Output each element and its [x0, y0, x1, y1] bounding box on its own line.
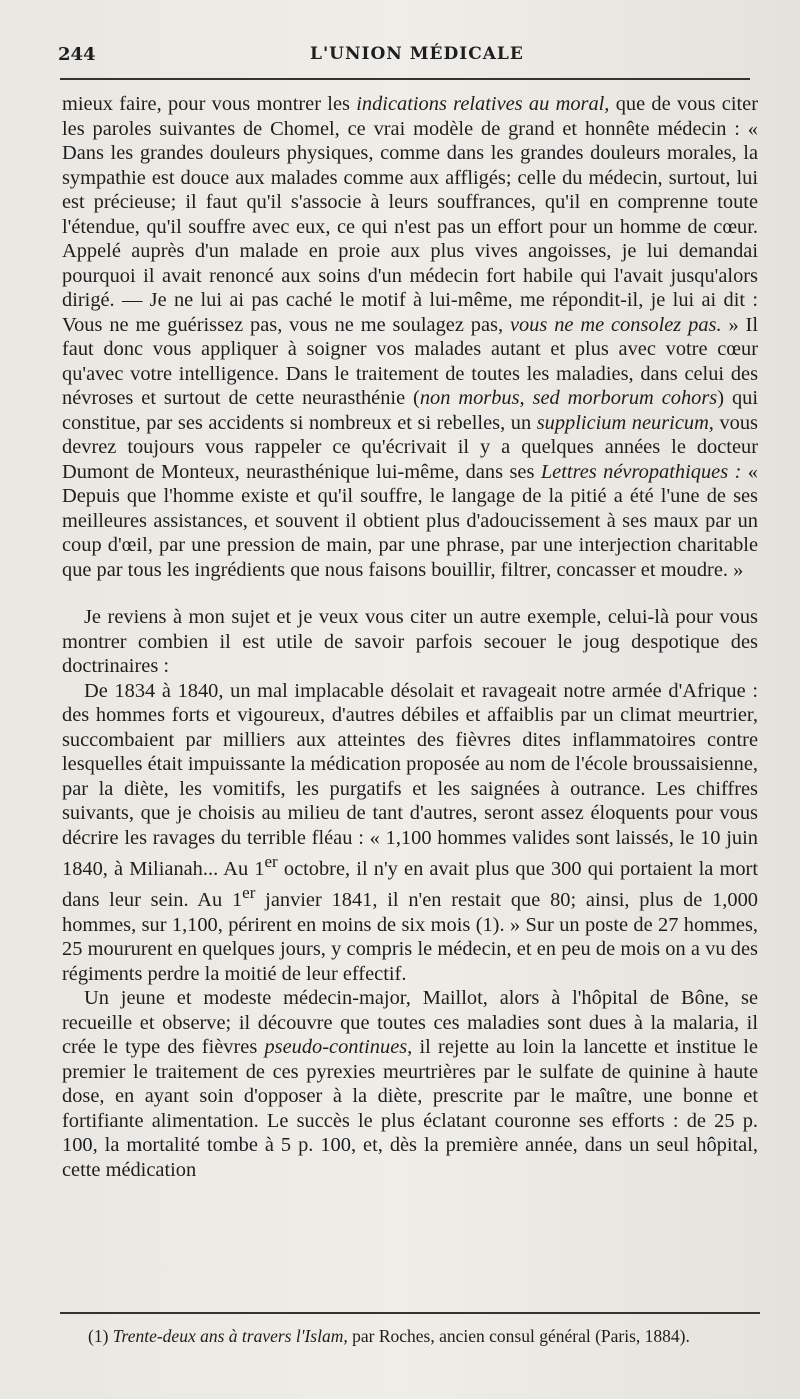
text-run: octobre, il n'y en avait plus que 300 qui portaient la mort dans leur sein. Au 1 [62, 857, 758, 912]
italic-run: pseudo-continues, [264, 1036, 413, 1059]
paragraph-3 [62, 679, 758, 987]
footnote-text: par Roches, ancien consul général (Paris, 1884). [347, 1326, 690, 1346]
text-run: « Depuis que l'homme existe et qu'il souffre, le langage de la pitié a été l'une de ses meilleures assistances, et souvent il obtient plus d'adoucissement à ses maux par un coup d'œil, par une pression de main, par une phrase, par une interjection charitable que par tous les ingrédients que nous faisons bouillir, filtrer, concasser et moudre. » [62, 460, 758, 581]
page-number: 244 [58, 44, 96, 65]
text-run: janvier 1841, il n'en restait que 80; ainsi, plus de 1,000 hommes, sur 1,100, périrent en moins de six mois (1). » Sur un poste de 27 hommes, 25 moururent en quelques jours, y compris le médecin, et en peu de mois on a vu des régiments perdre la moitié de leur effectif. [62, 889, 758, 985]
italic-run: vous ne me consolez pas. [509, 313, 722, 336]
text-run: » Il faut donc vous appliquer à soigner vos malades autant et plus avec votre cœur qu'avec votre intelligence. Dans le traitement de toutes les maladies, dans celui des névroses et surtout de cette neurasthénie ( [62, 313, 758, 409]
footnote-rule [60, 1312, 760, 1314]
text-run: mieux faire, pour vous montrer les [62, 93, 357, 115]
footnote [88, 1325, 768, 1347]
italic-run: supplicium neuricum, [536, 411, 714, 434]
paragraph-2: Je reviens à mon sujet et je veux vous citer un autre exemple, celui-là pour vous montrer combien il est utile de savoir parfois secouer le joug despotique des doctrinaires : [62, 606, 758, 677]
body-text [62, 92, 758, 1182]
text-run: De 1834 à 1840, un mal implacable désolait et ravageait notre armée d'Afrique : des hommes forts et vigoureux, d'autres débiles et affaiblis par un climat meurtrier, succombaient par milliers aux atteintes des fièvres dites inflammatoires contre lesquelles était impuissante la médication proposée au nom de l'école broussaisienne, par la diète, les vomitifs, les purgatifs et les saignées à outrance. Les chiffres suivants, que je choisis au milieu de tant d'autres, seront assez éloquents pour vous décrire les ravages du terrible fléau : « 1,100 hommes valides sont laissés, le 10 juin 1840, à Milianah... Au 1 [62, 679, 758, 880]
paragraph-4 [62, 986, 758, 1182]
text-run: il rejette au loin la lancette et institue le premier le traitement de ces pyrexies meurtrières par le sulfate de quinine à haute dose, en ayant soin d'opposer à la diète, prescrite par le maître, une bonne et fortifiante alimentation. Le succès le plus éclatant couronne ses efforts : de 25 p. 100, la mortalité tombe à 5 p. 100, et, dès la première année, dans un seul hôpital, cette médication [62, 1036, 758, 1181]
italic-run: indications relatives au moral, [356, 93, 610, 115]
italic-run: non morbus, sed morborum cohors [419, 387, 718, 409]
footnote-marker: (1) [88, 1326, 113, 1346]
paragraph-1 [62, 92, 758, 582]
footnote-title: Trente-deux ans à travers l'Islam, [112, 1326, 348, 1346]
text-run: Un jeune et modeste médecin-major, Maillot, alors à l'hôpital de Bône, se recueille et observe; il découvre que toutes ces maladies sont dues à la malaria, il crée le type des fièvres [62, 987, 758, 1059]
running-title: L'UNION MÉDICALE [310, 44, 524, 64]
superscript: er [264, 852, 278, 871]
header-rule [60, 78, 750, 80]
page-header [58, 44, 758, 72]
superscript: er [242, 883, 256, 903]
italic-run: Lettres névropathiques : [540, 460, 742, 483]
text-run: que de vous citer les paroles suivantes de Chomel, ce vrai modèle de grand et honnête médecin : « Dans les grandes douleurs physiques, comme dans les grandes douleurs morales, la sympathie est douce aux malades comme aux affligés; celle du médecin, surtout, lui est précieuse; il faut qu'il s'associe à leurs souffrances, qu'il en comprenne toute l'étendue, qu'il souffre avec eux, ce qui n'est pas un effort pour un homme de cœur. Appelé auprès d'un malade en proie aux plus vives angoisses, je lui demandai pourquoi il avait renoncé aux soins d'un médecin fort habile qui l'avait jusqu'alors dirigé. — Je ne lui ai pas caché le motif à lui-même, me répondit-il, je lui ai dit : Vous ne me guérissez pas, vous ne me soulagez pas, [62, 93, 758, 336]
text-run: ) qui constitue, par ses accidents si nombreux et si rebelles, un [62, 387, 758, 434]
text-run: vous devrez toujours vous rappeler ce qu'écrivait il y a quelques années le docteur Dumont de Monteux, neurasthénique lui-même, dans ses [62, 411, 758, 483]
